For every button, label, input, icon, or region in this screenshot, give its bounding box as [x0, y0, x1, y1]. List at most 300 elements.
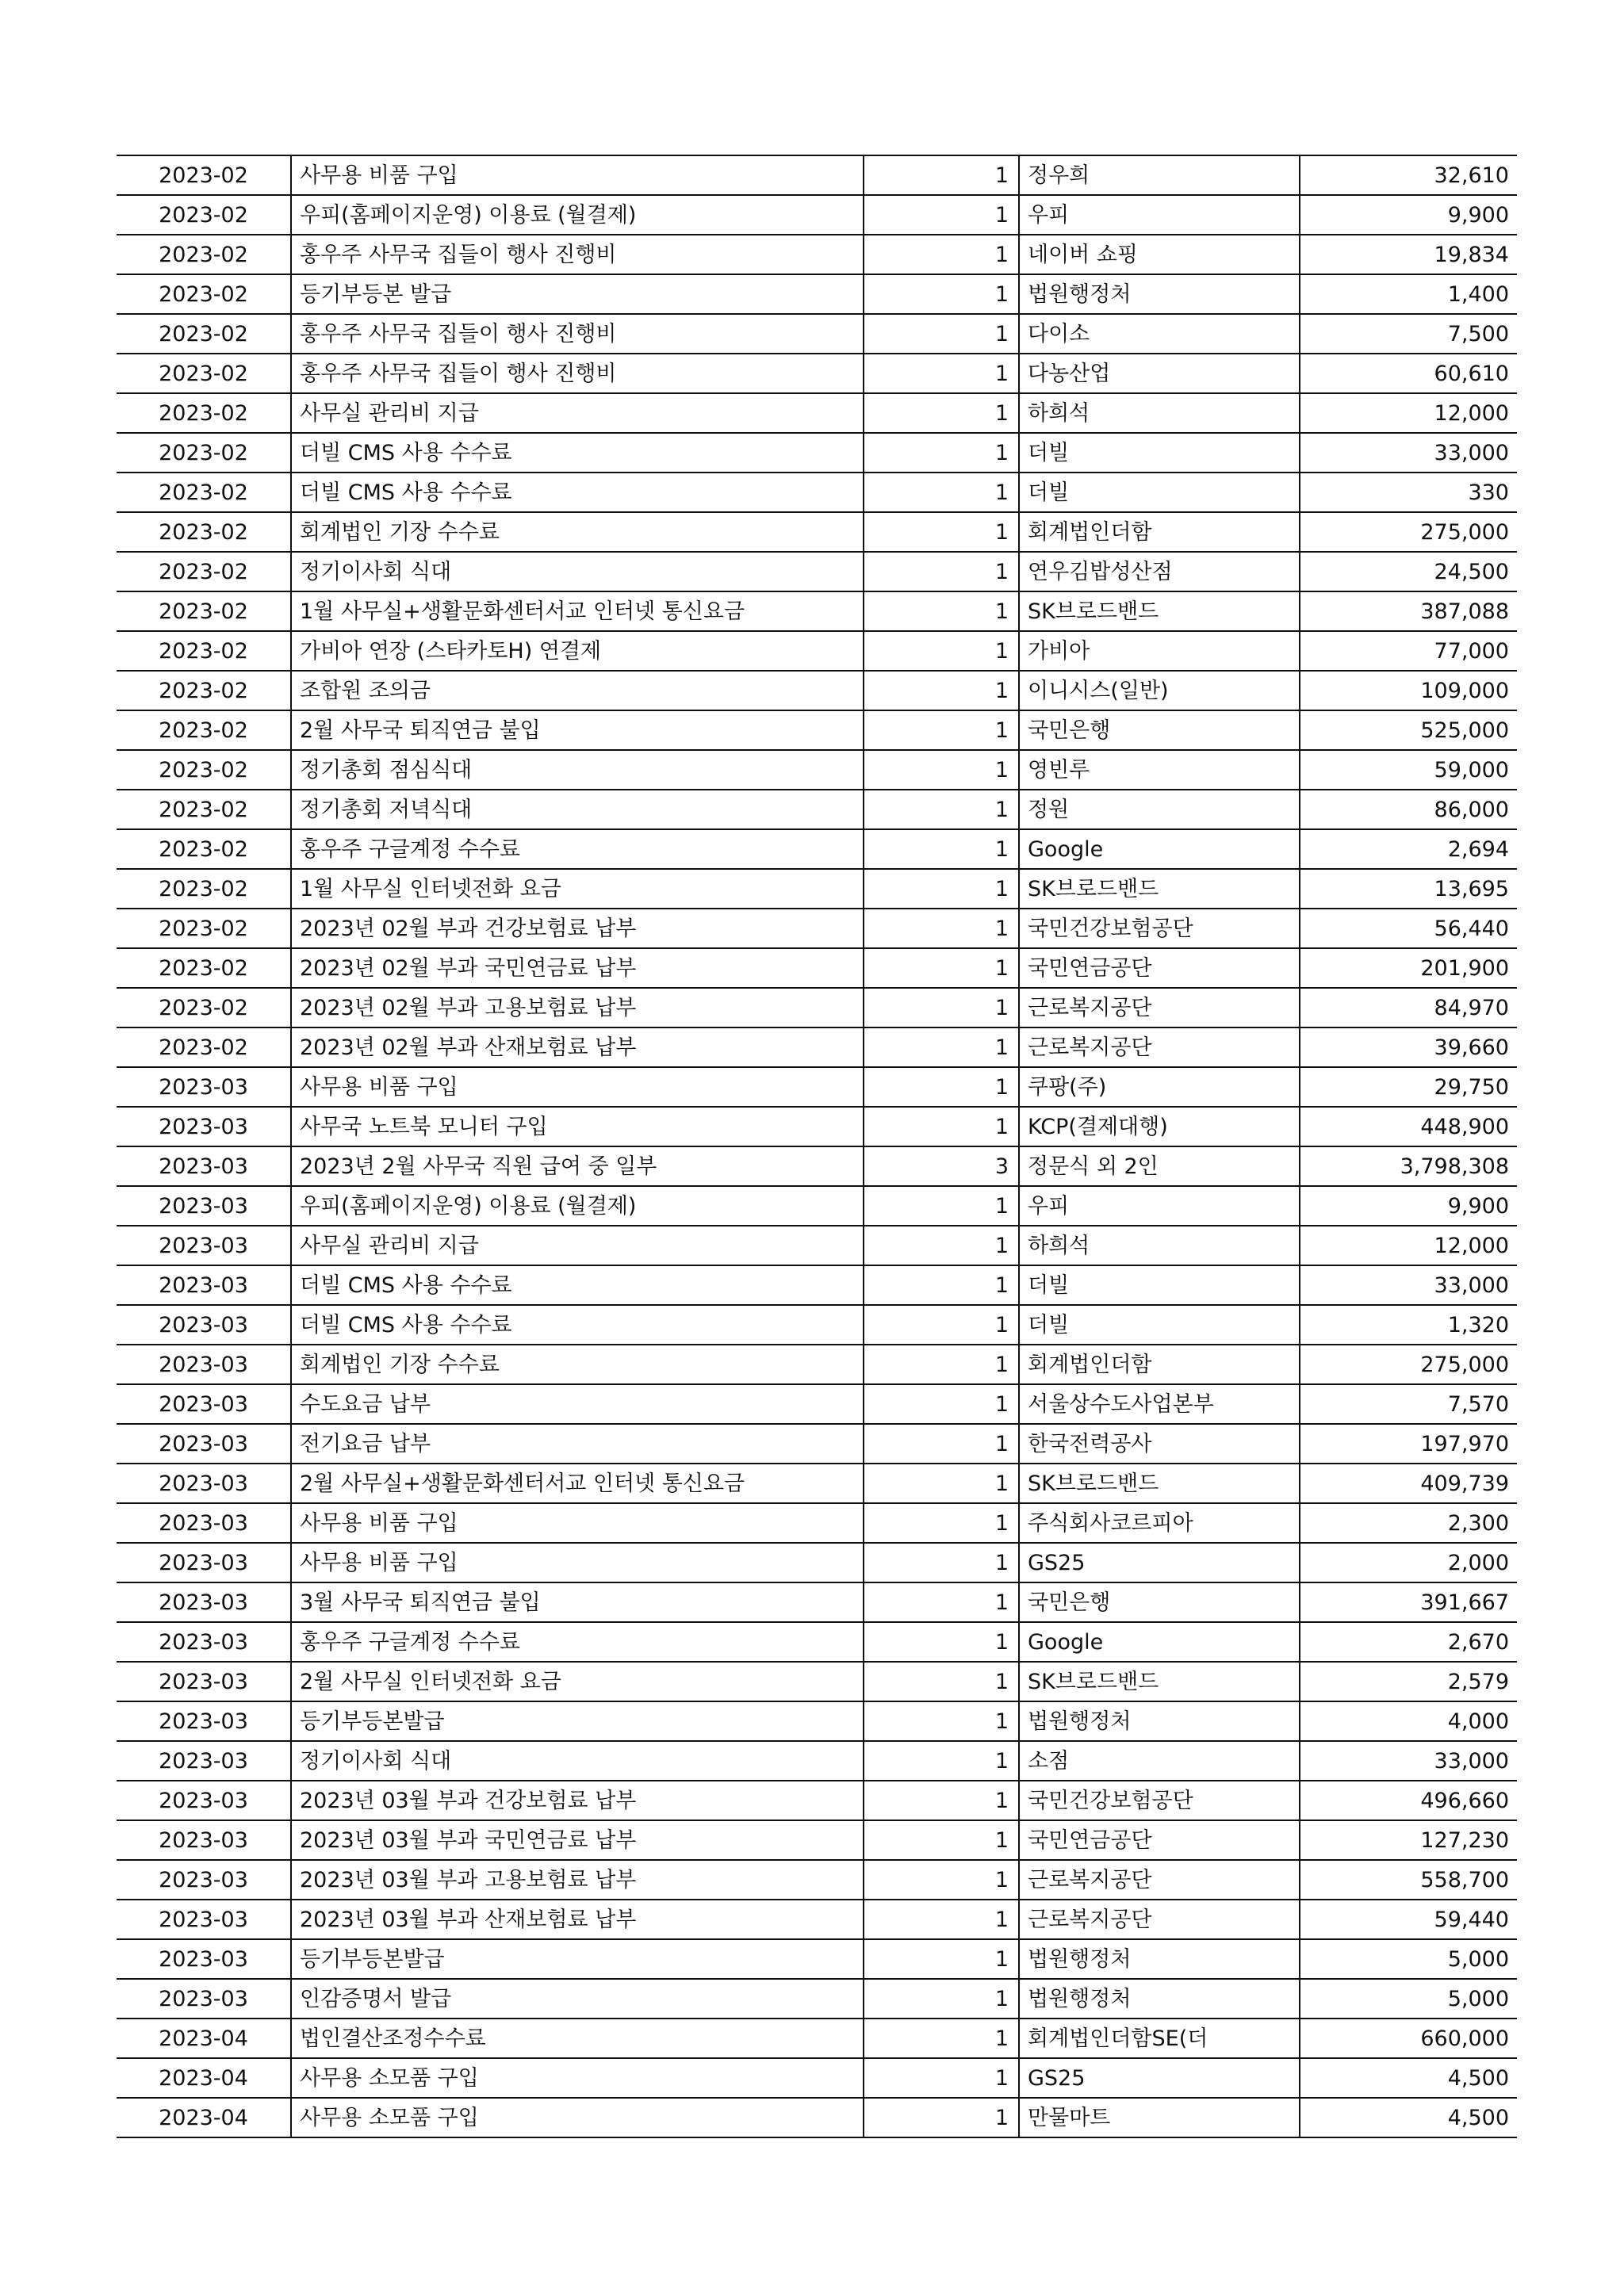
month-cell: 2023-02: [117, 1027, 291, 1067]
description-cell: 2월 사무실 인터넷전화 요금: [291, 1662, 864, 1701]
payee-cell: 더빌: [1019, 433, 1300, 473]
description-cell: 3월 사무국 퇴직연금 불입: [291, 1582, 864, 1622]
month-cell: 2023-03: [117, 1622, 291, 1662]
quantity-cell: 1: [864, 1384, 1019, 1424]
description-cell: 2023년 03월 부과 산재보험료 납부: [291, 1900, 864, 1939]
payee-cell: KCP(결제대행): [1019, 1107, 1300, 1146]
quantity-cell: 1: [864, 1701, 1019, 1741]
quantity-cell: 1: [864, 1464, 1019, 1503]
quantity-cell: 1: [864, 552, 1019, 591]
description-cell: 홍우주 구글계정 수수료: [291, 1622, 864, 1662]
quantity-cell: 1: [864, 1582, 1019, 1622]
table-row: [117, 631, 1517, 671]
payee-cell: GS25: [1019, 2058, 1300, 2098]
payee-cell: 법원행정처: [1019, 1701, 1300, 1741]
payee-cell: GS25: [1019, 1543, 1300, 1582]
quantity-cell: 1: [864, 1900, 1019, 1939]
quantity-cell: 1: [864, 1107, 1019, 1146]
payee-cell: Google: [1019, 1622, 1300, 1662]
quantity-cell: 1: [864, 988, 1019, 1027]
quantity-cell: 1: [864, 948, 1019, 988]
table-row: [117, 433, 1517, 473]
table-row: [117, 988, 1517, 1027]
description-cell: 2023년 03월 부과 고용보험료 납부: [291, 1860, 864, 1900]
table-row: [117, 591, 1517, 631]
amount-cell: 197,970: [1300, 1424, 1517, 1464]
payee-cell: 정우희: [1019, 155, 1300, 195]
payee-cell: 근로복지공단: [1019, 988, 1300, 1027]
quantity-cell: 1: [864, 1226, 1019, 1265]
amount-cell: 60,610: [1300, 354, 1517, 393]
month-cell: 2023-03: [117, 1226, 291, 1265]
amount-cell: 4,000: [1300, 1701, 1517, 1741]
amount-cell: 127,230: [1300, 1820, 1517, 1860]
amount-cell: 7,500: [1300, 314, 1517, 354]
amount-cell: 59,440: [1300, 1900, 1517, 1939]
quantity-cell: 1: [864, 1820, 1019, 1860]
payee-cell: Google: [1019, 829, 1300, 869]
description-cell: 2023년 02월 부과 건강보험료 납부: [291, 909, 864, 948]
table-row: [117, 1424, 1517, 1464]
payee-cell: 다이소: [1019, 314, 1300, 354]
payee-cell: 우피: [1019, 195, 1300, 235]
table-row: [117, 155, 1517, 195]
month-cell: 2023-03: [117, 1464, 291, 1503]
payee-cell: 국민연금공단: [1019, 948, 1300, 988]
table-row: [117, 1781, 1517, 1820]
description-cell: 2023년 02월 부과 국민연금료 납부: [291, 948, 864, 988]
description-cell: 등기부등본발급: [291, 1939, 864, 1979]
quantity-cell: 1: [864, 512, 1019, 552]
payee-cell: 한국전력공사: [1019, 1424, 1300, 1464]
month-cell: 2023-02: [117, 909, 291, 948]
payee-cell: 회계법인더함SE(더: [1019, 2019, 1300, 2058]
month-cell: 2023-03: [117, 1503, 291, 1543]
month-cell: 2023-02: [117, 750, 291, 790]
payee-cell: 회계법인더함: [1019, 1345, 1300, 1384]
quantity-cell: 1: [864, 2019, 1019, 2058]
description-cell: 2023년 02월 부과 고용보험료 납부: [291, 988, 864, 1027]
quantity-cell: 1: [864, 433, 1019, 473]
payee-cell: 주식회사코르피아: [1019, 1503, 1300, 1543]
description-cell: 우피(홈페이지운영) 이용료 (월결제): [291, 1186, 864, 1226]
table-row: [117, 671, 1517, 710]
amount-cell: 2,694: [1300, 829, 1517, 869]
month-cell: 2023-03: [117, 1820, 291, 1860]
quantity-cell: 1: [864, 750, 1019, 790]
month-cell: 2023-03: [117, 1067, 291, 1107]
month-cell: 2023-03: [117, 1741, 291, 1781]
quantity-cell: 1: [864, 790, 1019, 829]
amount-cell: 19,834: [1300, 235, 1517, 274]
month-cell: 2023-03: [117, 1384, 291, 1424]
quantity-cell: 1: [864, 869, 1019, 909]
month-cell: 2023-02: [117, 354, 291, 393]
payee-cell: 더빌: [1019, 1305, 1300, 1345]
table-row: [117, 393, 1517, 433]
ledger-body: [117, 155, 1517, 2137]
table-row: [117, 948, 1517, 988]
table-row: [117, 750, 1517, 790]
table-row: [117, 314, 1517, 354]
table-row: [117, 2019, 1517, 2058]
description-cell: 등기부등본발급: [291, 1701, 864, 1741]
month-cell: 2023-03: [117, 1701, 291, 1741]
table-row: [117, 1265, 1517, 1305]
description-cell: 홍우주 구글계정 수수료: [291, 829, 864, 869]
payee-cell: 법원행정처: [1019, 1939, 1300, 1979]
month-cell: 2023-02: [117, 631, 291, 671]
quantity-cell: 1: [864, 671, 1019, 710]
quantity-cell: 1: [864, 1741, 1019, 1781]
amount-cell: 4,500: [1300, 2098, 1517, 2137]
month-cell: 2023-02: [117, 948, 291, 988]
table-row: [117, 1860, 1517, 1900]
payee-cell: 국민건강보험공단: [1019, 1781, 1300, 1820]
amount-cell: 525,000: [1300, 710, 1517, 750]
table-row: [117, 1107, 1517, 1146]
amount-cell: 9,900: [1300, 1186, 1517, 1226]
quantity-cell: 1: [864, 909, 1019, 948]
quantity-cell: 1: [864, 1860, 1019, 1900]
table-row: [117, 790, 1517, 829]
description-cell: 사무용 소모품 구입: [291, 2058, 864, 2098]
table-row: [117, 552, 1517, 591]
month-cell: 2023-03: [117, 1979, 291, 2019]
amount-cell: 86,000: [1300, 790, 1517, 829]
payee-cell: SK브로드밴드: [1019, 1464, 1300, 1503]
amount-cell: 3,798,308: [1300, 1146, 1517, 1186]
month-cell: 2023-02: [117, 393, 291, 433]
amount-cell: 56,440: [1300, 909, 1517, 948]
month-cell: 2023-02: [117, 274, 291, 314]
amount-cell: 558,700: [1300, 1860, 1517, 1900]
quantity-cell: 3: [864, 1146, 1019, 1186]
description-cell: 홍우주 사무국 집들이 행사 진행비: [291, 235, 864, 274]
quantity-cell: 1: [864, 354, 1019, 393]
payee-cell: 법원행정처: [1019, 1979, 1300, 2019]
description-cell: 법인결산조정수수료: [291, 2019, 864, 2058]
quantity-cell: 1: [864, 235, 1019, 274]
payee-cell: 가비아: [1019, 631, 1300, 671]
table-row: [117, 1741, 1517, 1781]
expense-ledger-table: [117, 155, 1517, 2138]
amount-cell: 496,660: [1300, 1781, 1517, 1820]
table-row: [117, 235, 1517, 274]
payee-cell: 이니시스(일반): [1019, 671, 1300, 710]
table-row: [117, 274, 1517, 314]
amount-cell: 77,000: [1300, 631, 1517, 671]
description-cell: 조합원 조의금: [291, 671, 864, 710]
month-cell: 2023-03: [117, 1781, 291, 1820]
amount-cell: 109,000: [1300, 671, 1517, 710]
amount-cell: 39,660: [1300, 1027, 1517, 1067]
amount-cell: 24,500: [1300, 552, 1517, 591]
description-cell: 2월 사무실+생활문화센터서교 인터넷 통신요금: [291, 1464, 864, 1503]
quantity-cell: 1: [864, 195, 1019, 235]
description-cell: 사무용 비품 구입: [291, 155, 864, 195]
month-cell: 2023-03: [117, 1900, 291, 1939]
table-row: [117, 1582, 1517, 1622]
quantity-cell: 1: [864, 631, 1019, 671]
table-row: [117, 1979, 1517, 2019]
description-cell: 사무용 비품 구입: [291, 1543, 864, 1582]
month-cell: 2023-03: [117, 1186, 291, 1226]
payee-cell: 하희석: [1019, 1226, 1300, 1265]
description-cell: 정기총회 저녁식대: [291, 790, 864, 829]
quantity-cell: 1: [864, 829, 1019, 869]
payee-cell: 쿠팡(주): [1019, 1067, 1300, 1107]
description-cell: 사무용 비품 구입: [291, 1503, 864, 1543]
table-row: [117, 1305, 1517, 1345]
amount-cell: 4,500: [1300, 2058, 1517, 2098]
table-row: [117, 1345, 1517, 1384]
quantity-cell: 1: [864, 591, 1019, 631]
payee-cell: 소점: [1019, 1741, 1300, 1781]
amount-cell: 12,000: [1300, 1226, 1517, 1265]
table-row: [117, 1820, 1517, 1860]
month-cell: 2023-03: [117, 1424, 291, 1464]
payee-cell: 국민은행: [1019, 1582, 1300, 1622]
month-cell: 2023-02: [117, 988, 291, 1027]
quantity-cell: 1: [864, 1979, 1019, 2019]
payee-cell: 네이버 쇼핑: [1019, 235, 1300, 274]
quantity-cell: 1: [864, 2098, 1019, 2137]
month-cell: 2023-02: [117, 433, 291, 473]
amount-cell: 2,579: [1300, 1662, 1517, 1701]
amount-cell: 1,400: [1300, 274, 1517, 314]
payee-cell: 국민은행: [1019, 710, 1300, 750]
description-cell: 사무용 소모품 구입: [291, 2098, 864, 2137]
table-row: [117, 1186, 1517, 1226]
table-row: [117, 1146, 1517, 1186]
amount-cell: 32,610: [1300, 155, 1517, 195]
month-cell: 2023-02: [117, 235, 291, 274]
month-cell: 2023-02: [117, 829, 291, 869]
payee-cell: 우피: [1019, 1186, 1300, 1226]
description-cell: 회계법인 기장 수수료: [291, 1345, 864, 1384]
payee-cell: 근로복지공단: [1019, 1027, 1300, 1067]
month-cell: 2023-03: [117, 1662, 291, 1701]
quantity-cell: 1: [864, 710, 1019, 750]
table-row: [117, 710, 1517, 750]
payee-cell: 더빌: [1019, 1265, 1300, 1305]
description-cell: 2023년 2월 사무국 직원 급여 중 일부: [291, 1146, 864, 1186]
amount-cell: 1,320: [1300, 1305, 1517, 1345]
month-cell: 2023-02: [117, 671, 291, 710]
quantity-cell: 1: [864, 1503, 1019, 1543]
table-row: [117, 1939, 1517, 1979]
description-cell: 회계법인 기장 수수료: [291, 512, 864, 552]
table-row: [117, 1543, 1517, 1582]
amount-cell: 29,750: [1300, 1067, 1517, 1107]
amount-cell: 7,570: [1300, 1384, 1517, 1424]
description-cell: 사무국 노트북 모니터 구입: [291, 1107, 864, 1146]
quantity-cell: 1: [864, 1543, 1019, 1582]
month-cell: 2023-02: [117, 869, 291, 909]
quantity-cell: 1: [864, 1345, 1019, 1384]
quantity-cell: 1: [864, 1067, 1019, 1107]
table-row: [117, 829, 1517, 869]
table-row: [117, 512, 1517, 552]
payee-cell: 정원: [1019, 790, 1300, 829]
amount-cell: 2,670: [1300, 1622, 1517, 1662]
month-cell: 2023-04: [117, 2019, 291, 2058]
table-row: [117, 1503, 1517, 1543]
description-cell: 2023년 03월 부과 국민연금료 납부: [291, 1820, 864, 1860]
table-row: [117, 473, 1517, 512]
description-cell: 더빌 CMS 사용 수수료: [291, 1305, 864, 1345]
month-cell: 2023-03: [117, 1305, 291, 1345]
description-cell: 더빌 CMS 사용 수수료: [291, 433, 864, 473]
month-cell: 2023-03: [117, 1146, 291, 1186]
description-cell: 더빌 CMS 사용 수수료: [291, 1265, 864, 1305]
description-cell: 사무용 비품 구입: [291, 1067, 864, 1107]
table-row: [117, 2098, 1517, 2137]
description-cell: 우피(홈페이지운영) 이용료 (월결제): [291, 195, 864, 235]
amount-cell: 2,300: [1300, 1503, 1517, 1543]
amount-cell: 448,900: [1300, 1107, 1517, 1146]
amount-cell: 387,088: [1300, 591, 1517, 631]
table-row: [117, 1226, 1517, 1265]
quantity-cell: 1: [864, 314, 1019, 354]
description-cell: 홍우주 사무국 집들이 행사 진행비: [291, 314, 864, 354]
table-row: [117, 1384, 1517, 1424]
payee-cell: 회계법인더함: [1019, 512, 1300, 552]
description-cell: 2월 사무국 퇴직연금 불입: [291, 710, 864, 750]
amount-cell: 201,900: [1300, 948, 1517, 988]
description-cell: 2023년 02월 부과 산재보험료 납부: [291, 1027, 864, 1067]
quantity-cell: 1: [864, 1662, 1019, 1701]
payee-cell: 정문식 외 2인: [1019, 1146, 1300, 1186]
table-row: [117, 1464, 1517, 1503]
amount-cell: 9,900: [1300, 195, 1517, 235]
description-cell: 전기요금 납부: [291, 1424, 864, 1464]
month-cell: 2023-02: [117, 710, 291, 750]
month-cell: 2023-02: [117, 473, 291, 512]
payee-cell: 영빈루: [1019, 750, 1300, 790]
payee-cell: SK브로드밴드: [1019, 591, 1300, 631]
payee-cell: 하희석: [1019, 393, 1300, 433]
description-cell: 정기총회 점심식대: [291, 750, 864, 790]
quantity-cell: 1: [864, 1265, 1019, 1305]
month-cell: 2023-03: [117, 1543, 291, 1582]
amount-cell: 13,695: [1300, 869, 1517, 909]
amount-cell: 5,000: [1300, 1979, 1517, 2019]
quantity-cell: 1: [864, 1781, 1019, 1820]
quantity-cell: 1: [864, 1622, 1019, 1662]
description-cell: 인감증명서 발급: [291, 1979, 864, 2019]
month-cell: 2023-02: [117, 512, 291, 552]
amount-cell: 660,000: [1300, 2019, 1517, 2058]
month-cell: 2023-03: [117, 1860, 291, 1900]
amount-cell: 33,000: [1300, 1741, 1517, 1781]
quantity-cell: 1: [864, 1027, 1019, 1067]
table-row: [117, 1662, 1517, 1701]
payee-cell: 근로복지공단: [1019, 1900, 1300, 1939]
description-cell: 사무실 관리비 지급: [291, 1226, 864, 1265]
month-cell: 2023-03: [117, 1582, 291, 1622]
month-cell: 2023-02: [117, 155, 291, 195]
amount-cell: 12,000: [1300, 393, 1517, 433]
description-cell: 정기이사회 식대: [291, 552, 864, 591]
quantity-cell: 1: [864, 1186, 1019, 1226]
description-cell: 사무실 관리비 지급: [291, 393, 864, 433]
payee-cell: 법원행정처: [1019, 274, 1300, 314]
payee-cell: 연우김밥성산점: [1019, 552, 1300, 591]
payee-cell: 서울상수도사업본부: [1019, 1384, 1300, 1424]
description-cell: 1월 사무실 인터넷전화 요금: [291, 869, 864, 909]
quantity-cell: 1: [864, 155, 1019, 195]
table-row: [117, 1027, 1517, 1067]
table-row: [117, 354, 1517, 393]
month-cell: 2023-03: [117, 1107, 291, 1146]
month-cell: 2023-03: [117, 1939, 291, 1979]
description-cell: 등기부등본 발급: [291, 274, 864, 314]
payee-cell: 만물마트: [1019, 2098, 1300, 2137]
month-cell: 2023-02: [117, 314, 291, 354]
payee-cell: 국민건강보험공단: [1019, 909, 1300, 948]
month-cell: 2023-02: [117, 195, 291, 235]
table-row: [117, 1622, 1517, 1662]
quantity-cell: 1: [864, 1424, 1019, 1464]
payee-cell: 다농산업: [1019, 354, 1300, 393]
amount-cell: 275,000: [1300, 512, 1517, 552]
description-cell: 홍우주 사무국 집들이 행사 진행비: [291, 354, 864, 393]
amount-cell: 2,000: [1300, 1543, 1517, 1582]
payee-cell: 더빌: [1019, 473, 1300, 512]
amount-cell: 330: [1300, 473, 1517, 512]
description-cell: 더빌 CMS 사용 수수료: [291, 473, 864, 512]
description-cell: 수도요금 납부: [291, 1384, 864, 1424]
quantity-cell: 1: [864, 1305, 1019, 1345]
quantity-cell: 1: [864, 2058, 1019, 2098]
payee-cell: SK브로드밴드: [1019, 869, 1300, 909]
quantity-cell: 1: [864, 274, 1019, 314]
amount-cell: 391,667: [1300, 1582, 1517, 1622]
table-row: [117, 1067, 1517, 1107]
table-row: [117, 909, 1517, 948]
description-cell: 1월 사무실+생활문화센터서교 인터넷 통신요금: [291, 591, 864, 631]
amount-cell: 275,000: [1300, 1345, 1517, 1384]
amount-cell: 84,970: [1300, 988, 1517, 1027]
amount-cell: 33,000: [1300, 433, 1517, 473]
month-cell: 2023-04: [117, 2058, 291, 2098]
quantity-cell: 1: [864, 473, 1019, 512]
amount-cell: 33,000: [1300, 1265, 1517, 1305]
month-cell: 2023-04: [117, 2098, 291, 2137]
amount-cell: 59,000: [1300, 750, 1517, 790]
month-cell: 2023-02: [117, 552, 291, 591]
table-row: [117, 195, 1517, 235]
month-cell: 2023-02: [117, 790, 291, 829]
description-cell: 가비아 연장 (스타카토H) 연결제: [291, 631, 864, 671]
payee-cell: SK브로드밴드: [1019, 1662, 1300, 1701]
month-cell: 2023-03: [117, 1345, 291, 1384]
month-cell: 2023-02: [117, 591, 291, 631]
amount-cell: 5,000: [1300, 1939, 1517, 1979]
description-cell: 2023년 03월 부과 건강보험료 납부: [291, 1781, 864, 1820]
table-row: [117, 2058, 1517, 2098]
month-cell: 2023-03: [117, 1265, 291, 1305]
description-cell: 정기이사회 식대: [291, 1741, 864, 1781]
table-row: [117, 869, 1517, 909]
amount-cell: 409,739: [1300, 1464, 1517, 1503]
payee-cell: 국민연금공단: [1019, 1820, 1300, 1860]
quantity-cell: 1: [864, 1939, 1019, 1979]
table-row: [117, 1701, 1517, 1741]
table-row: [117, 1900, 1517, 1939]
